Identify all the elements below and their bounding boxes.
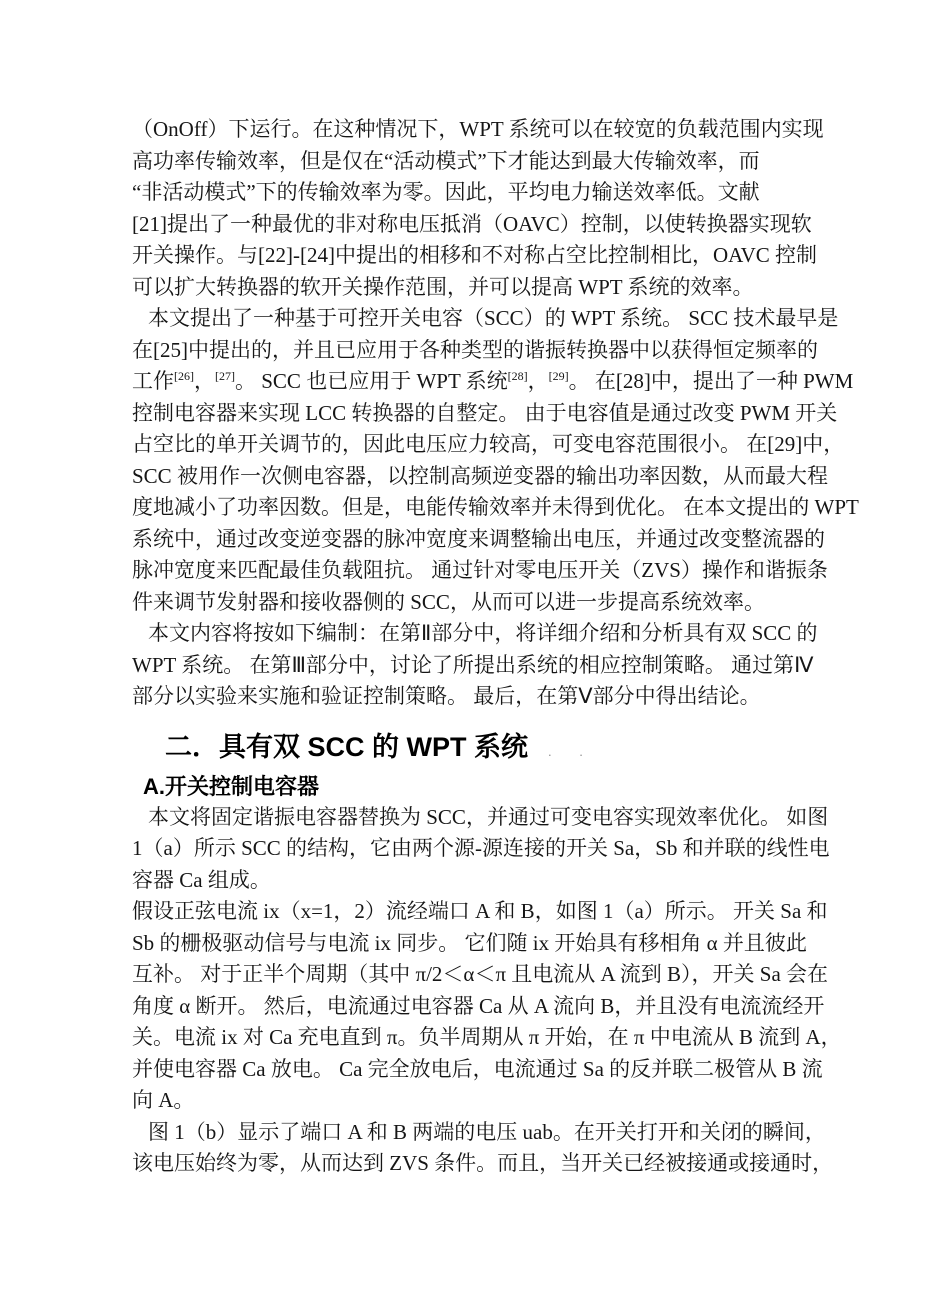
text-line: 度地减小了功率因数。但是，电能传输效率并未得到优化。 在本文提出的 WPT <box>132 495 859 519</box>
text-line: SCC 被用作一次侧电容器，以控制高频逆变器的输出功率因数，从而最大程 <box>132 463 828 488</box>
paragraph <box>132 802 830 897</box>
text-line: 该电压始终为零，从而达到 ZVS 条件。而且，当开关已经被接通或接通时， <box>132 1151 834 1175</box>
paragraph <box>132 1117 834 1180</box>
text-line: 部分以实验来实施和验证控制策略。 最后，在第Ⅴ部分中得出结论。 <box>132 684 761 708</box>
text-line: 开关操作。与[22]-[24]中提出的相移和不对称占空比控制相比，OAVC 控制 <box>132 243 818 267</box>
paragraph <box>132 896 842 1117</box>
paragraph <box>132 114 822 303</box>
text-line: 工作[26]，[27]。 SCC 也已应用于 WPT 系统[28]，[29]。 在[28]中，提出了一种 PWM <box>132 369 854 393</box>
text-line: WPT 系统。 在第Ⅲ部分中，讨论了所提出系统的相应控制策略。 通过第Ⅳ <box>132 652 814 677</box>
text-line: 向 A。 <box>132 1088 195 1112</box>
text-line: 本文将固定谐振电容器替换为 SCC，并通过可变电容实现效率优化。 如图 <box>148 804 829 829</box>
subsection-heading <box>132 772 822 802</box>
text-line: （OnOff）下运行。在这种情况下，WPT 系统可以在较宽的负载范围内实现 <box>132 117 824 141</box>
text-line: 占空比的单开关调节的，因此电压应力较高，可变电容范围很小。 在[29]中， <box>132 432 845 456</box>
text-line: 高功率传输效率，但是仅在“活动模式”下才能达到最大传输效率，而 <box>132 148 760 173</box>
citation-superscript: [27] <box>215 369 235 383</box>
text-line: 假设正弦电流 ix（x=1，2）流经端口 A 和 B，如图 1（a）所示。 开关 Sa 和 <box>132 899 828 923</box>
text-line: 互补。 对于正半个周期（其中 π/2＜α＜π 且电流从 A 流到 B），开关 Sa 会在 <box>132 962 829 986</box>
paragraph <box>132 303 859 618</box>
text-line: 角度 α 断开。 然后，电流通过电容器 Ca 从 A 流向 B，并且没有电流流经开 <box>132 993 825 1018</box>
text-line: “非活动模式”下的传输效率为零。因此，平均电力输送效率低。文献 <box>132 180 760 204</box>
heading-text: A.开关控制电容器 <box>143 773 320 799</box>
text-line: 本文提出了一种基于可控开关电容（SCC）的 WPT 系统。 SCC 技术最早是 <box>148 306 839 330</box>
text-line: 可以扩大转换器的软开关操作范围，并可以提高 WPT 系统的效率。 <box>132 274 754 299</box>
text-line: 图 1（b）显示了端口 A 和 B 两端的电压 uab。在开关打开和关闭的瞬间， <box>148 1119 826 1144</box>
citation-superscript: [28] <box>507 369 528 383</box>
text-line: 关。电流 ix 对 Ca 充电直到 π。负半周期从 π 开始，在 π 中电流从 B 流到 A， <box>132 1025 842 1049</box>
citation-superscript: [29] <box>548 369 569 383</box>
text-line: [21]提出了一种最优的非对称电压抵消（OAVC）控制，以使转换器实现软 <box>132 211 812 236</box>
document-content <box>132 114 859 1180</box>
text-line: 本文内容将按如下编制：在第Ⅱ部分中，将详细介绍和分析具有双 SCC 的 <box>148 621 818 645</box>
heading-text: 二．具有双 SCC 的 WPT 系统 <box>165 731 528 762</box>
section-heading <box>132 729 822 770</box>
text-line: Sb 的栅极驱动信号与电流 ix 同步。 它们随 ix 开始具有移相角 α 并且彼此 <box>132 930 807 955</box>
text-line: 1（a）所示 SCC 的结构，它由两个源-源连接的开关 Sa，Sb 和并联的线性电 <box>132 836 830 860</box>
text-line: 系统中，通过改变逆变器的脉冲宽度来调整输出电压，并通过改变整流器的 <box>132 526 825 551</box>
text-line: 在[25]中提出的，并且已应用于各种类型的谐振转换器中以获得恒定频率的 <box>132 337 818 362</box>
text-line: 控制电容器来实现 LCC 转换器的自整定。 由于电容值是通过改变 PWM 开关 <box>132 400 838 425</box>
paragraph <box>132 618 822 713</box>
text-line: 件来调节发射器和接收器侧的 SCC，从而可以进一步提高系统效率。 <box>132 589 765 614</box>
text-line: 并使电容器 Ca 放电。 Ca 完全放电后，电流通过 Sa 的反并联二极管从 B 流 <box>132 1056 823 1081</box>
text-line: 容器 Ca 组成。 <box>132 867 271 892</box>
heading-trailing-dots: . . <box>548 743 595 759</box>
citation-superscript: [26] <box>174 369 194 383</box>
text-line: 脉冲宽度来匹配最佳负载阻抗。 通过针对零电压开关（ZVS）操作和谐振条 <box>132 558 828 582</box>
